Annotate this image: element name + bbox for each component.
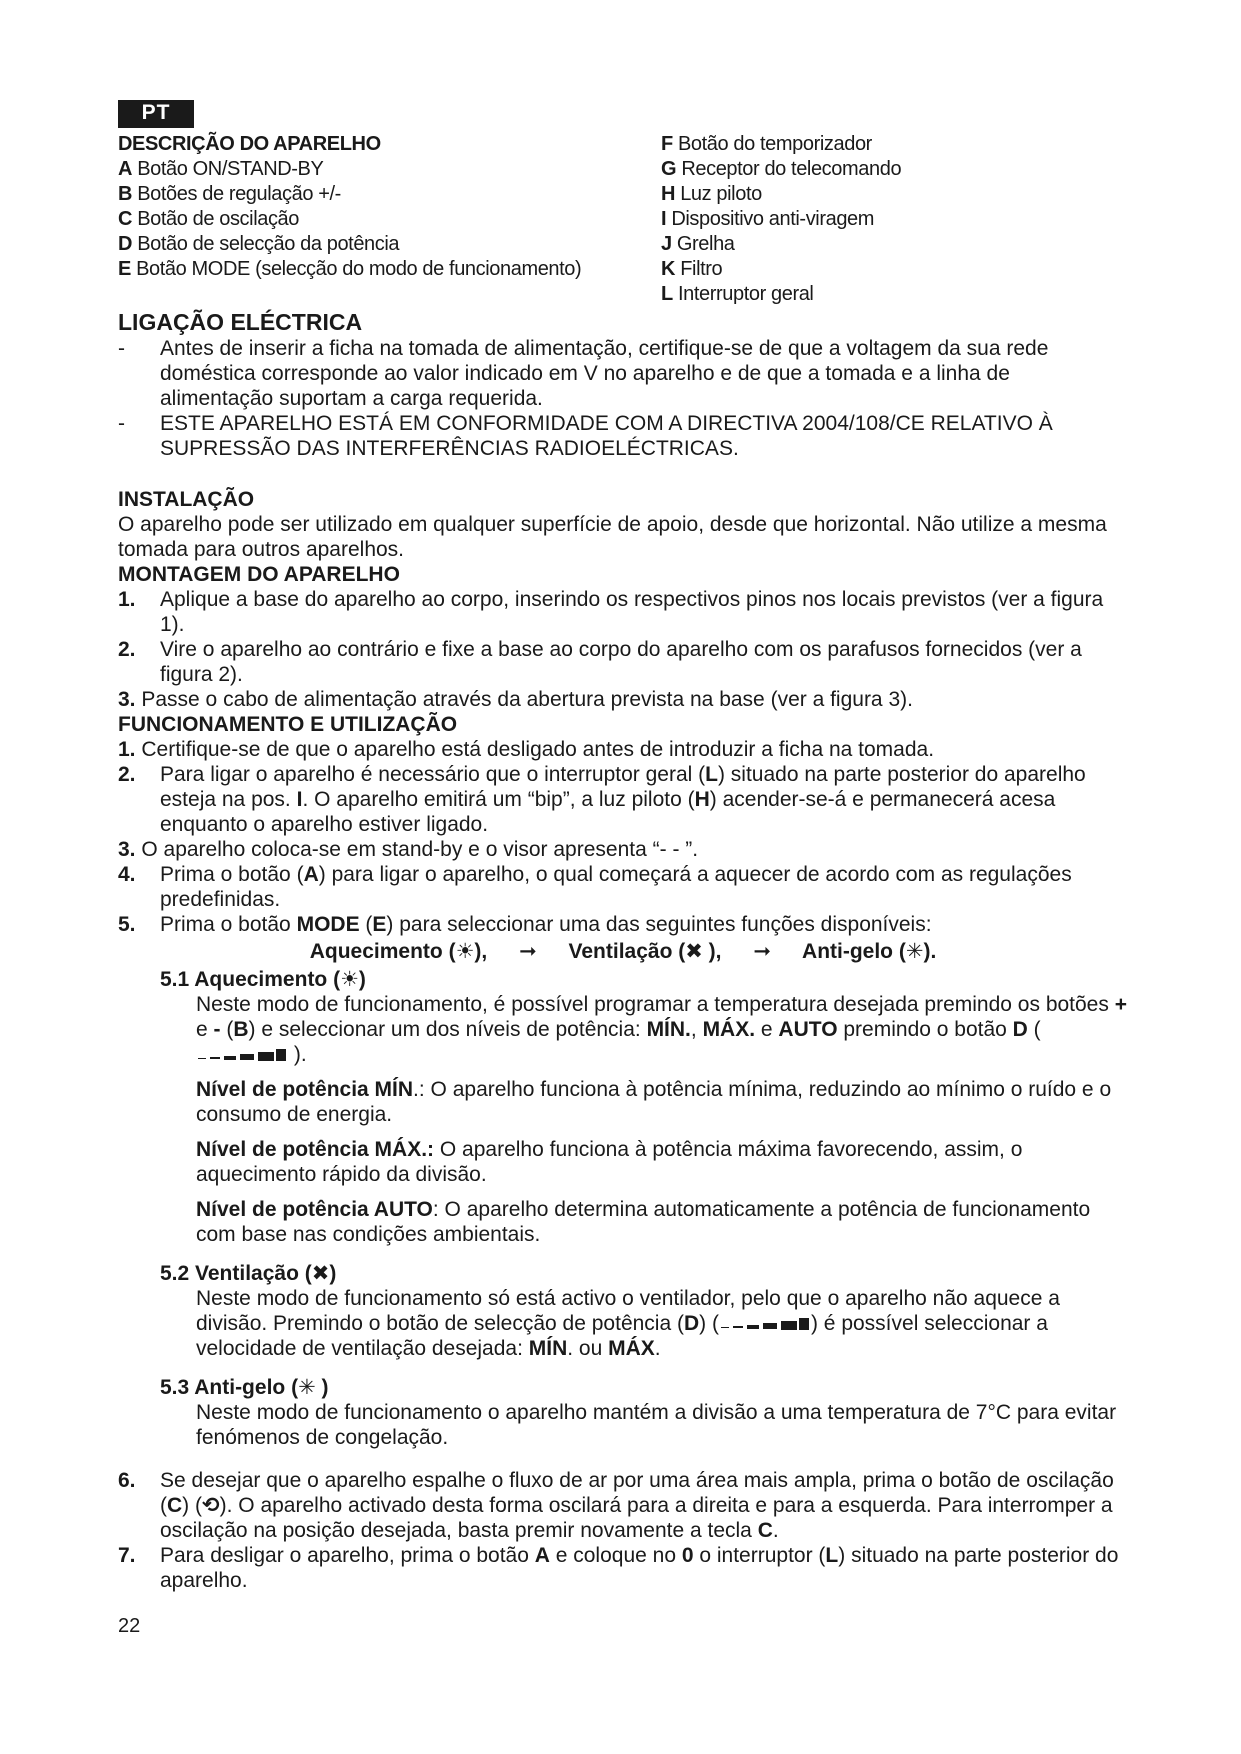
install-text: O aparelho pode ser utilizado em qualquer superfície de apoio, desde que horizontal. Não utilize a mesma tomada para outros aparelhos. xyxy=(118,513,1107,561)
part-e: E Botão MODE (selecção do modo de funcionamento) xyxy=(118,258,582,280)
fan-icon: ✖ xyxy=(685,940,703,963)
electric-item-2: - ESTE APARELHO ESTÁ EM CONFORMIDADE COM A DIRECTIVA 2004/108/CE RELATIVO À SUPRESSÃO DAS INTERFERÊNCIAS RADIOELÉCTRICAS. xyxy=(118,412,1053,460)
power-auto-text: Nível de potência AUTO: O aparelho determina automaticamente a potência de funcionamento com base nas condições ambientais. xyxy=(196,1198,1091,1246)
subsection-5-3-title: 5.3 Anti-gelo (✳ ) xyxy=(160,1376,329,1399)
part-d: D Botão de selecção da potência xyxy=(118,233,400,255)
part-g: G Receptor do telecomando xyxy=(661,158,902,180)
parts-heading: DESCRIÇÃO DO APARELHO xyxy=(118,133,381,155)
install-section xyxy=(118,487,1128,562)
subsection-5-1 xyxy=(160,967,1128,1247)
part-c: C Botão de oscilação xyxy=(118,208,300,230)
parts-list-right xyxy=(661,132,901,307)
sun-icon: ☀ xyxy=(455,940,475,963)
part-b: B Botões de regulação +/- xyxy=(118,183,341,205)
subsection-5-3 xyxy=(160,1375,1128,1450)
snowflake-icon: ✳ xyxy=(298,1376,316,1399)
electric-section xyxy=(118,308,1128,461)
part-j: J Grelha xyxy=(661,233,735,255)
subsection-5-1-text: Neste modo de funcionamento, é possível programar a temperatura desejada premindo os botões + e - (B) e seleccionar um dos níveis de potência: MÍN., MÁX. e AUTO premindo o botão D ( ). xyxy=(196,993,1127,1066)
assembly-item-2: 2. Vire o aparelho ao contrário e fixe a base ao corpo do aparelho com os parafusos fornecidos (ver a figura 2). xyxy=(118,638,1082,686)
page-number: 22 xyxy=(118,1615,141,1637)
operation-item-7: 7. Para desligar o aparelho, prima o botão A e coloque no 0 o interruptor (L) situado na parte posterior do aparelho. xyxy=(118,1544,1119,1592)
assembly-section xyxy=(118,562,1128,712)
language-badge: PT xyxy=(118,100,194,128)
operation-item-6: 6. Se desejar que o aparelho espalhe o fluxo de ar por uma área mais ampla, prima o botão de oscilação (C) (⟲). O aparelho activado desta forma oscilará para a direita e para a esquerda. Para interromper a oscilação na posição desejada, basta premir novamente a tecla C. xyxy=(118,1469,1114,1542)
part-f: F Botão do temporizador xyxy=(661,133,872,155)
power-level-icon xyxy=(196,1047,288,1063)
sun-icon: ☀ xyxy=(340,968,359,991)
subsection-5-2-text: Neste modo de funcionamento só está activo o ventilador, pelo que o aparelho não aquece a divisão. Premindo o botão de selecção de potência (D) ( ) é possível seleccionar a velocidade de ventilação desejada: MÍN. ou MÁX. xyxy=(196,1287,1060,1360)
subsection-5-2 xyxy=(160,1261,1128,1361)
power-min-text: Nível de potência MÍN.: O aparelho funciona à potência mínima, reduzindo ao mínimo o ruído e o consumo de energia. xyxy=(196,1078,1112,1126)
operation-title: FUNCIONAMENTO E UTILIZAÇÃO xyxy=(118,713,458,736)
operation-item-2: 2. Para ligar o aparelho é necessário que o interruptor geral (L) situado na parte posterior do aparelho esteja na pos. I. O aparelho emitirá um “bip”, a luz piloto (H) acender-se-á e permanecerá acesa enquanto o aparelho estiver ligado. xyxy=(118,763,1086,836)
subsection-5-3-text: Neste modo de funcionamento o aparelho mantém a divisão a uma temperatura de 7°C para evitar fenómenos de congelação. xyxy=(196,1401,1117,1449)
power-max-text: Nível de potência MÁX.: O aparelho funciona à potência máxima favorecendo, assim, o aquecimento rápido da divisão. xyxy=(196,1138,1023,1186)
part-l: L Interruptor geral xyxy=(661,283,814,305)
fan-icon: ✖ xyxy=(311,1262,330,1285)
modes-line: Aquecimento (☀), ➞ Ventilação (✖ ), ➞ Anti-gelo (✳). xyxy=(118,937,1128,967)
electric-title: LIGAÇÃO ELÉCTRICA xyxy=(118,309,363,335)
part-k: K Filtro xyxy=(661,258,723,280)
install-title: INSTALAÇÃO xyxy=(118,488,255,511)
oscillation-icon: ⟲ xyxy=(202,1494,220,1517)
assembly-item-1: 1. Aplique a base do aparelho ao corpo, inserindo os respectivos pinos nos locais previstos (ver a figura 1). xyxy=(118,588,1104,636)
part-a: A Botão ON/STAND-BY xyxy=(118,158,324,180)
power-level-icon xyxy=(719,1316,811,1332)
operation-item-3: 3. O aparelho coloca-se em stand-by e o visor apresenta “- - ”. xyxy=(118,838,699,861)
subsection-5-1-title: 5.1 Aquecimento (☀) xyxy=(160,968,366,991)
snowflake-icon: ✳ xyxy=(905,940,924,963)
arrow-right-icon: ➞ xyxy=(753,940,771,963)
arrow-right-icon: ➞ xyxy=(519,940,537,963)
subsection-5-2-title: 5.2 Ventilação (✖) xyxy=(160,1262,337,1285)
part-h: H Luz piloto xyxy=(661,183,762,205)
part-i: I Dispositivo anti-viragem xyxy=(661,208,875,230)
operation-item-5: 5. Prima o botão MODE (E) para seleccionar uma das seguintes funções disponíveis: xyxy=(118,913,932,936)
operation-item-4: 4. Prima o botão (A) para ligar o aparelho, o qual começará a aquecer de acordo com as regulações predefinidas. xyxy=(118,863,1072,911)
electric-item-1: - Antes de inserir a ficha na tomada de alimentação, certifique-se de que a voltagem da sua rede doméstica corresponde ao valor indicado em V no aparelho e de que a tomada e a linha de alimentação suportam a carga requerida. xyxy=(118,337,1049,410)
operation-item-1: 1. Certifique-se de que o aparelho está desligado antes de introduzir a ficha na tomada. xyxy=(118,738,935,761)
assembly-item-3: 3. Passe o cabo de alimentação através da abertura prevista na base (ver a figura 3). xyxy=(118,688,913,711)
parts-list-left xyxy=(118,132,581,282)
operation-section xyxy=(118,712,1128,1593)
assembly-title: MONTAGEM DO APARELHO xyxy=(118,563,400,586)
